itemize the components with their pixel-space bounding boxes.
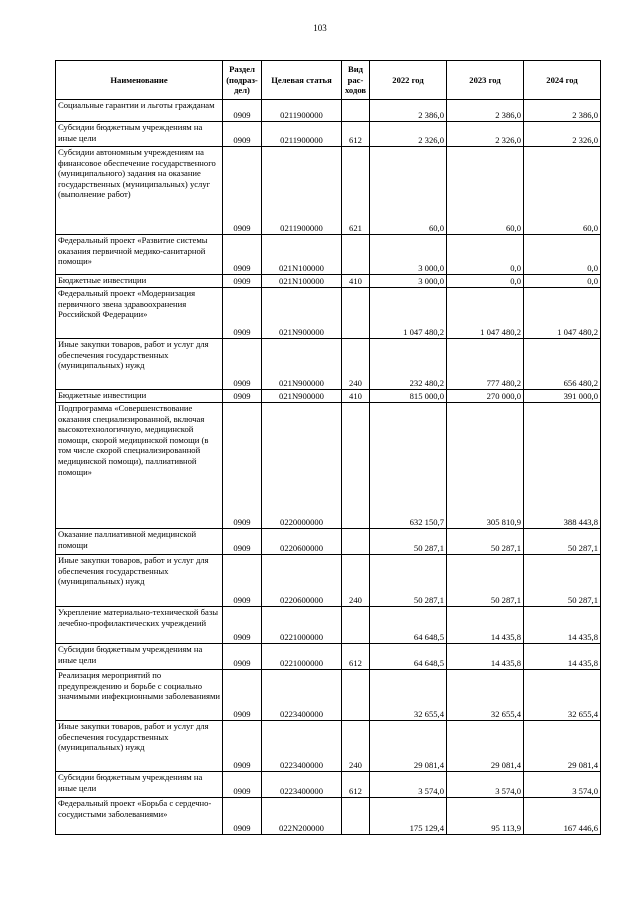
row-2024: 32 655,4 bbox=[524, 670, 601, 721]
row-2022: 50 287,1 bbox=[370, 529, 447, 555]
row-section: 0909 bbox=[223, 100, 262, 122]
table-row bbox=[56, 403, 601, 529]
row-section: 0909 bbox=[223, 403, 262, 529]
row-expense-type: 410 bbox=[342, 390, 370, 403]
row-article: 021N900000 bbox=[262, 339, 342, 390]
row-expense-type: 612 bbox=[342, 772, 370, 798]
row-section: 0909 bbox=[223, 670, 262, 721]
row-expense-type bbox=[342, 607, 370, 644]
row-article: 0211900000 bbox=[262, 122, 342, 147]
row-2022: 50 287,1 bbox=[370, 555, 447, 607]
table-row bbox=[56, 529, 601, 555]
row-expense-type: 240 bbox=[342, 339, 370, 390]
row-2024: 391 000,0 bbox=[524, 390, 601, 403]
row-2022: 3 000,0 bbox=[370, 275, 447, 288]
row-2023: 32 655,4 bbox=[447, 670, 524, 721]
row-2022: 32 655,4 bbox=[370, 670, 447, 721]
row-name: Социальные гарантии и льготы гражданам bbox=[56, 100, 223, 122]
row-2022: 29 081,4 bbox=[370, 721, 447, 772]
row-2023: 1 047 480,2 bbox=[447, 288, 524, 339]
budget-table bbox=[55, 60, 601, 835]
col-header-2024: 2024 год bbox=[524, 61, 601, 100]
row-2022: 632 150,7 bbox=[370, 403, 447, 529]
row-name: Иные закупки товаров, работ и услуг для обеспечения государственных (муниципальных) нужд bbox=[56, 555, 223, 607]
row-name: Субсидии бюджетным учреждениям на иные цели bbox=[56, 772, 223, 798]
row-2024: 167 446,6 bbox=[524, 798, 601, 835]
row-2023: 60,0 bbox=[447, 147, 524, 235]
row-2024: 1 047 480,2 bbox=[524, 288, 601, 339]
col-header-name: Наименование bbox=[56, 61, 223, 100]
row-section: 0909 bbox=[223, 275, 262, 288]
row-expense-type bbox=[342, 100, 370, 122]
row-section: 0909 bbox=[223, 607, 262, 644]
row-section: 0909 bbox=[223, 235, 262, 275]
row-article: 021N900000 bbox=[262, 390, 342, 403]
row-expense-type: 612 bbox=[342, 644, 370, 670]
row-2022: 64 648,5 bbox=[370, 607, 447, 644]
row-section: 0909 bbox=[223, 772, 262, 798]
row-name: Иные закупки товаров, работ и услуг для обеспечения государственных (муниципальных) нужд bbox=[56, 339, 223, 390]
row-name: Подпрограмма «Совершенствование оказания специализированной, включая высокотехнологичную, медицинской помощи, скорой медицинской помощи (в том числе скорой специализированной медицинской помощи), паллиативной помощи» bbox=[56, 403, 223, 529]
col-header-section: Раздел (подраз-дел) bbox=[223, 61, 262, 100]
row-2024: 3 574,0 bbox=[524, 772, 601, 798]
row-expense-type bbox=[342, 670, 370, 721]
row-name: Реализация мероприятий по предупреждению и борьбе с социально значимыми инфекционными заболеваниями bbox=[56, 670, 223, 721]
row-2022: 3 574,0 bbox=[370, 772, 447, 798]
row-2022: 3 000,0 bbox=[370, 235, 447, 275]
row-article: 0221000000 bbox=[262, 644, 342, 670]
col-header-expense-type: Вид рас-ходов bbox=[342, 61, 370, 100]
row-name: Федеральный проект «Модернизация первичного звена здравоохранения Российской Федерации» bbox=[56, 288, 223, 339]
row-2024: 14 435,8 bbox=[524, 644, 601, 670]
row-2024: 60,0 bbox=[524, 147, 601, 235]
row-2024: 388 443,8 bbox=[524, 403, 601, 529]
row-expense-type bbox=[342, 529, 370, 555]
table-row bbox=[56, 339, 601, 390]
row-section: 0909 bbox=[223, 390, 262, 403]
row-2022: 2 326,0 bbox=[370, 122, 447, 147]
row-2023: 14 435,8 bbox=[447, 644, 524, 670]
row-2024: 2 386,0 bbox=[524, 100, 601, 122]
row-article: 022N200000 bbox=[262, 798, 342, 835]
row-article: 0220600000 bbox=[262, 555, 342, 607]
row-expense-type bbox=[342, 798, 370, 835]
row-expense-type: 240 bbox=[342, 721, 370, 772]
row-article: 0211900000 bbox=[262, 100, 342, 122]
row-name: Бюджетные инвестиции bbox=[56, 390, 223, 403]
row-name: Федеральный проект «Борьба с сердечно-сосудистыми заболеваниями» bbox=[56, 798, 223, 835]
row-2023: 2 386,0 bbox=[447, 100, 524, 122]
row-2022: 232 480,2 bbox=[370, 339, 447, 390]
row-expense-type bbox=[342, 235, 370, 275]
row-name: Субсидии автономным учреждениям на финансовое обеспечение государственного (муниципального) задания на оказание государственных (муниципальных) услуг (выполнение работ) bbox=[56, 147, 223, 235]
row-2024: 50 287,1 bbox=[524, 529, 601, 555]
row-2024: 656 480,2 bbox=[524, 339, 601, 390]
row-section: 0909 bbox=[223, 798, 262, 835]
row-article: 0220000000 bbox=[262, 403, 342, 529]
row-name: Укрепление материально-технической базы лечебно-профилактических учреждений bbox=[56, 607, 223, 644]
table-row bbox=[56, 607, 601, 644]
table-row bbox=[56, 555, 601, 607]
row-section: 0909 bbox=[223, 288, 262, 339]
table-row bbox=[56, 288, 601, 339]
row-2023: 3 574,0 bbox=[447, 772, 524, 798]
table-row bbox=[56, 275, 601, 288]
row-2023: 29 081,4 bbox=[447, 721, 524, 772]
row-name: Субсидии бюджетным учреждениям на иные цели bbox=[56, 644, 223, 670]
row-2024: 0,0 bbox=[524, 235, 601, 275]
row-section: 0909 bbox=[223, 339, 262, 390]
table-row bbox=[56, 235, 601, 275]
table-row bbox=[56, 147, 601, 235]
row-article: 0221000000 bbox=[262, 607, 342, 644]
row-section: 0909 bbox=[223, 122, 262, 147]
row-article: 0223400000 bbox=[262, 772, 342, 798]
row-name: Субсидии бюджетным учреждениям на иные цели bbox=[56, 122, 223, 147]
row-2023: 0,0 bbox=[447, 235, 524, 275]
row-2023: 2 326,0 bbox=[447, 122, 524, 147]
page-number: 103 bbox=[313, 23, 327, 33]
row-2024: 0,0 bbox=[524, 275, 601, 288]
table-row bbox=[56, 670, 601, 721]
table-row bbox=[56, 721, 601, 772]
row-2024: 2 326,0 bbox=[524, 122, 601, 147]
table-row bbox=[56, 122, 601, 147]
row-expense-type: 612 bbox=[342, 122, 370, 147]
row-name: Бюджетные инвестиции bbox=[56, 275, 223, 288]
row-expense-type: 240 bbox=[342, 555, 370, 607]
row-2022: 60,0 bbox=[370, 147, 447, 235]
row-article: 021N900000 bbox=[262, 288, 342, 339]
row-2023: 270 000,0 bbox=[447, 390, 524, 403]
row-2023: 50 287,1 bbox=[447, 529, 524, 555]
col-header-2023: 2023 год bbox=[447, 61, 524, 100]
header-row bbox=[56, 61, 601, 100]
row-article: 0211900000 bbox=[262, 147, 342, 235]
col-header-2022: 2022 год bbox=[370, 61, 447, 100]
row-expense-type: 410 bbox=[342, 275, 370, 288]
row-2023: 14 435,8 bbox=[447, 607, 524, 644]
row-section: 0909 bbox=[223, 529, 262, 555]
row-2024: 50 287,1 bbox=[524, 555, 601, 607]
table-row bbox=[56, 644, 601, 670]
row-2023: 777 480,2 bbox=[447, 339, 524, 390]
row-2022: 815 000,0 bbox=[370, 390, 447, 403]
row-article: 021N100000 bbox=[262, 235, 342, 275]
row-article: 0220600000 bbox=[262, 529, 342, 555]
row-article: 0223400000 bbox=[262, 670, 342, 721]
row-section: 0909 bbox=[223, 721, 262, 772]
row-2023: 305 810,9 bbox=[447, 403, 524, 529]
table-row bbox=[56, 100, 601, 122]
row-2022: 64 648,5 bbox=[370, 644, 447, 670]
row-2022: 175 129,4 bbox=[370, 798, 447, 835]
table-row bbox=[56, 772, 601, 798]
row-section: 0909 bbox=[223, 555, 262, 607]
row-2024: 14 435,8 bbox=[524, 607, 601, 644]
row-2022: 2 386,0 bbox=[370, 100, 447, 122]
row-2023: 95 113,9 bbox=[447, 798, 524, 835]
row-2023: 50 287,1 bbox=[447, 555, 524, 607]
table-row bbox=[56, 798, 601, 835]
row-expense-type bbox=[342, 403, 370, 529]
table-row bbox=[56, 390, 601, 403]
row-article: 0223400000 bbox=[262, 721, 342, 772]
row-expense-type bbox=[342, 288, 370, 339]
row-name: Оказание паллиативной медицинской помощи bbox=[56, 529, 223, 555]
row-article: 021N100000 bbox=[262, 275, 342, 288]
row-2024: 29 081,4 bbox=[524, 721, 601, 772]
row-section: 0909 bbox=[223, 644, 262, 670]
row-section: 0909 bbox=[223, 147, 262, 235]
row-name: Иные закупки товаров, работ и услуг для обеспечения государственных (муниципальных) нужд bbox=[56, 721, 223, 772]
row-name: Федеральный проект «Развитие системы оказания первичной медико-санитарной помощи» bbox=[56, 235, 223, 275]
row-2023: 0,0 bbox=[447, 275, 524, 288]
row-expense-type: 621 bbox=[342, 147, 370, 235]
col-header-article: Целевая статья bbox=[262, 61, 342, 100]
row-2022: 1 047 480,2 bbox=[370, 288, 447, 339]
